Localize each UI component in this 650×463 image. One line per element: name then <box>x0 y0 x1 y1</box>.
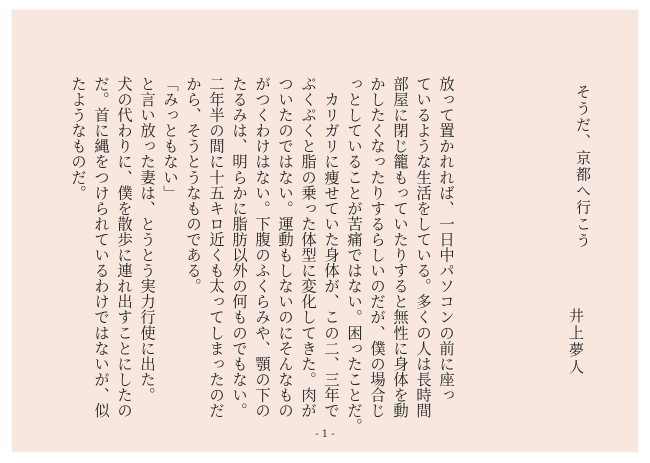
document-page <box>12 10 638 452</box>
text-column: から、そうとうなものである。 <box>184 76 202 294</box>
body-text <box>66 76 457 434</box>
text-column: 二年半の間に十五キロ近くも太ってしまったのだ <box>207 76 225 419</box>
text-column: がつくわけはない。下腹のふくらみや、顎の下の <box>253 76 271 419</box>
text-column: ているような生活をしている。多くの人は長時間 <box>414 76 432 419</box>
page-number: - 1 - <box>315 429 335 440</box>
text-column: と言い放った妻は、とうとう実力行使に出た。 <box>138 76 156 403</box>
text-column: 犬の代わりに、僕を散歩に連れ出すことにしたの <box>115 76 133 419</box>
text-column: ついたのではない。運動もしないのにそんなもの <box>276 76 294 419</box>
text-column: たようなものだ。 <box>69 76 87 201</box>
author-name: 井上夢人 <box>567 308 585 376</box>
text-column: たるみは、明らかに脂肪以外の何ものでもない。 <box>230 76 248 419</box>
text-column: 「みっともない」 <box>161 76 179 201</box>
text-column: だ。首に縄をつけられているわけではないが、似 <box>92 76 110 419</box>
text-column: 部屋に閉じ籠もっていたりすると無性に身体を動 <box>391 76 409 419</box>
text-column: かしたくなったりするらしいのだが、僕の場合じ <box>368 76 386 419</box>
document-title: そうだ、京都へ行こう <box>574 84 592 249</box>
text-column: ぷくぷくと脂の乗った体型に変化してきた。肉が <box>299 76 317 419</box>
text-column: 放って置かれれば、一日中パソコンの前に座っ <box>437 76 455 403</box>
text-column: カリガリに痩せていた身体が、この二、三年で <box>322 76 340 419</box>
text-column: っとしていることが苦痛ではない。困ったことだ。 <box>345 76 363 434</box>
